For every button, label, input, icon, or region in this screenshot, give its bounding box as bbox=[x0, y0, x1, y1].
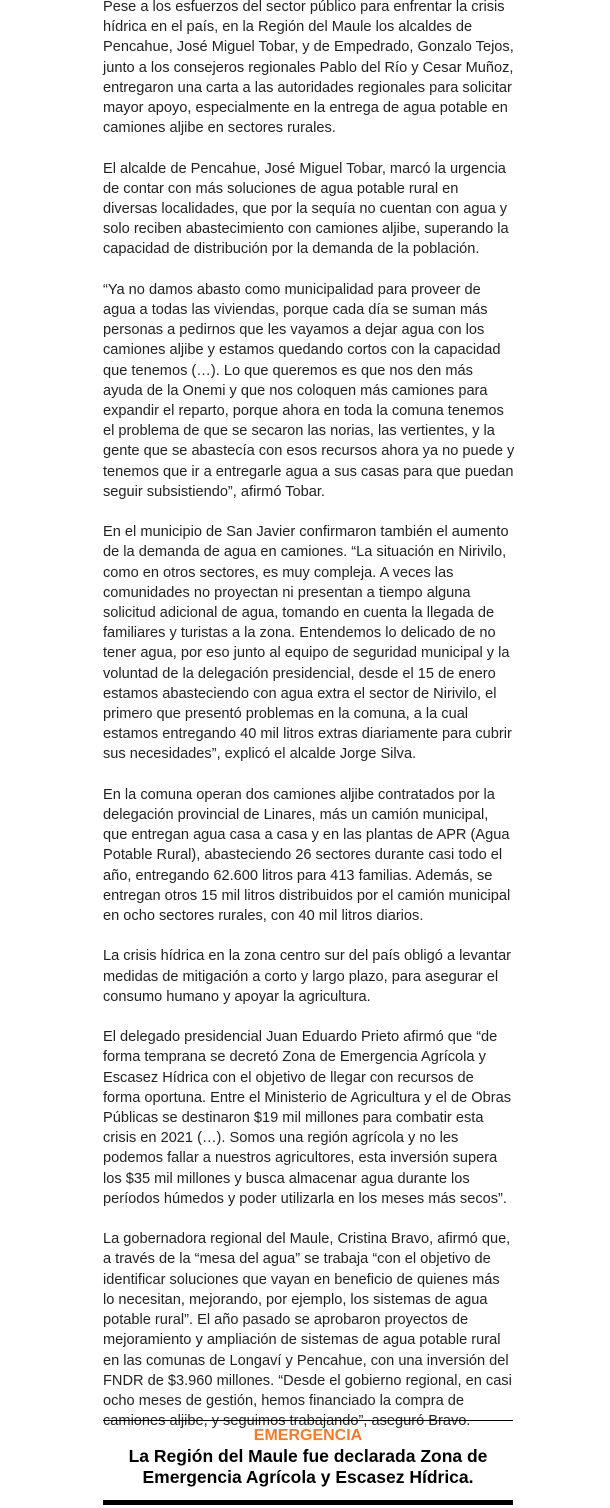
article-paragraph: La gobernadora regional del Maule, Cristina Bravo, afirmó que, a través de la “mesa del agua” se trabaja “con el objetivo de identificar soluciones que vayan en beneficio de quienes más lo necesitan, mejorando, por ejemplo, los sistemas de agua potable rural”. El año pasado se aprobaron proyectos de mejoramiento y ampliación de sistemas de agua potable rural en las comunas de Longaví y Pencahue, con una inversión del FNDR de $3.960 millones. “Desde el gobierno regional, en casi ocho meses de gestión, hemos financiado la compra de camiones aljibe, y seguimos trabajando”, aseguró Bravo. bbox=[103, 1231, 512, 1430]
callout-bottom-divider bbox=[103, 1500, 513, 1505]
article-paragraph: “Ya no damos abasto como municipalidad para proveer de agua a todas las viviendas, porque cada día se suman más personas a pedirnos que les vayamos a dejar agua con los camiones aljibe y estamos quedando cortos con la capacidad que tenemos (…). Lo que queremos es que nos den más ayuda de la Onemi y que nos coloquen más camiones para expandir el reparto, porque ahora en toda la comuna tenemos el problema de que se secaron las norias, las vertientes, y la gente que se abastecía con esos recursos ahora ya no puede y tenemos que ir a entregarle agua a sus casas para que puedan seguir subsistiendo”, afirmó Tobar. bbox=[103, 281, 515, 500]
article-paragraph: Pese a los esfuerzos del sector público para enfrentar la crisis hídrica en el país, en la Región del Maule los alcaldes de Pencahue, José Miguel Tobar, y de Empedrado, Gonzalo Tejos, junto a los consejeros regionales Pablo del Río y Cesar Muñoz, entregaron una carta a las autoridades regionales para solicitar mayor apoyo, especialmente en la entrega de agua potable en camiones aljibe en sectores rurales. bbox=[103, 0, 514, 137]
callout-kicker: EMERGENCIA bbox=[253, 1427, 363, 1444]
article-paragraph: La crisis hídrica en la zona centro sur del país obligó a levantar medidas de mitigación a corto y largo plazo, para asegurar el consumo humano y apoyar la agricultura. bbox=[103, 948, 512, 1005]
article-paragraph: El delegado presidencial Juan Eduardo Prieto afirmó que “de forma temprana se decretó Zona de Emergencia Agrícola y Escasez Hídrica con el objetivo de llegar con recursos de forma oportuna. Entre el Ministerio de Agricultura y el de Obras Públicas se destinaron $19 mil millones para combatir esta crisis en 2021 (…). Somos una región agrícola y no les podemos fallar a nuestros agricultores, esta inversión supera los $35 mil millones y busca almacenar agua durante los períodos húmedos y poder utilizarla en los meses más secos”. bbox=[103, 1029, 512, 1207]
article-paragraph: El alcalde de Pencahue, José Miguel Tobar, marcó la urgencia de contar con más soluciones de agua potable rural en diversas localidades, que por la sequía no cuentan con agua y solo reciben abastecimiento con camiones aljibe, superando la capacidad de distribución por la demanda de la población. bbox=[103, 160, 509, 258]
callout-headline: La Región del Maule fue declarada Zona de Emergencia Agrícola y Escasez Hídrica. bbox=[128, 1446, 488, 1487]
article-paragraph: En la comuna operan dos camiones aljibe contratados por la delegación provincial de Linares, más un camión municipal, que entregan agua casa a casa y en las plantas de APR (Agua Potable Rural), abasteciendo 26 sectores durante casi todo el año, entregando 62.600 litros para 413 familias. Además, se entregan otros 15 mil litros distribuidos por el camión municipal en ocho sectores rurales, con 40 mil litros diarios. bbox=[103, 786, 511, 925]
emergency-callout bbox=[103, 1420, 513, 1505]
article-body bbox=[103, 0, 515, 1452]
article-paragraph: En el municipio de San Javier confirmaron también el aumento de la demanda de agua en camiones. “La situación en Nirivilo, como en otros sectores, es muy compleja. A veces las comunidades no proyectan ni presentan a tiempo alguna solicitud adicional de agua, tomando en cuenta la llegada de familiares y turistas a la zona. Entendemos lo delicado de no tener agua, por eso junto al equipo de seguridad municipal y la voluntad de la delegación presidencial, desde el 15 de enero estamos abasteciendo con agua extra el sector de Nirivilo, el primero que presentó problemas en la comuna, a la cual estamos entregando 40 mil litros extras diariamente para cubrir sus necesidades”, explicó el alcalde Jorge Silva. bbox=[103, 524, 512, 763]
